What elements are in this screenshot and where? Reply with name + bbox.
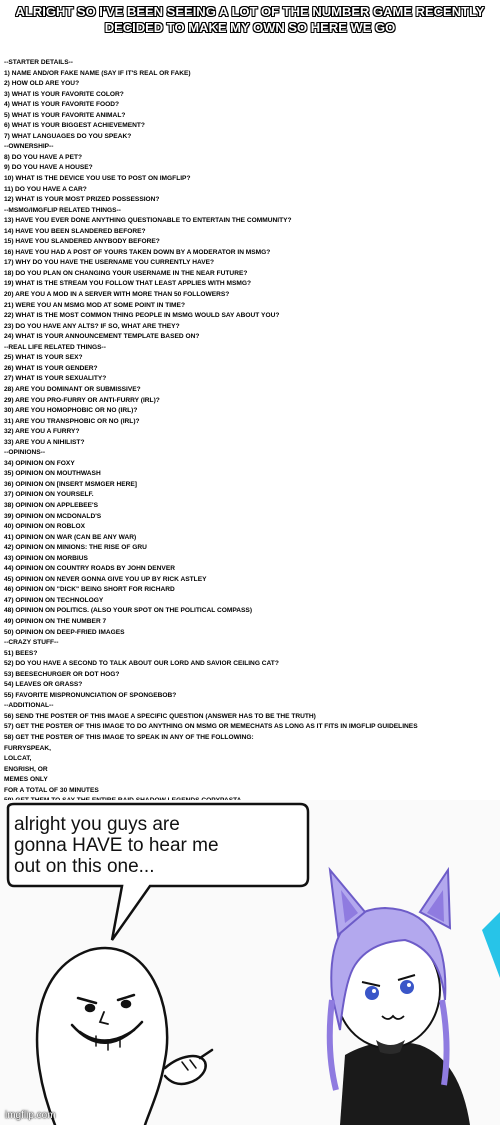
speech-line: gonna HAVE to hear me <box>14 835 219 856</box>
cyan-accent-shape <box>482 912 500 978</box>
question-line: 41) OPINION ON WAR (CAN BE ANY WAR) <box>4 533 137 541</box>
question-line: 55) FAVORITE MISPRONUNCIATION OF SPONGEBOB? <box>4 691 177 699</box>
question-line: 13) HAVE YOU EVER DONE ANYTHING QUESTIONABLE TO ENTERTAIN THE COMMUNITY? <box>4 217 292 225</box>
question-line: 32) ARE YOU A FURRY? <box>4 428 80 436</box>
question-list <box>4 58 498 817</box>
question-line: 54) LEAVES OR GRASS? <box>4 681 83 689</box>
question-line: 37) OPINION ON YOURSELF. <box>4 491 94 499</box>
question-line: 14) HAVE YOU BEEN SLANDERED BEFORE? <box>4 227 146 235</box>
question-line: 44) OPINION ON COUNTRY ROADS BY JOHN DENVER <box>4 565 175 573</box>
question-line: ENGRISH, OR <box>4 765 48 773</box>
question-line: 25) WHAT IS YOUR SEX? <box>4 354 83 362</box>
question-line: 20) ARE YOU A MOD IN A SERVER WITH MORE THAN 50 FOLLOWERS? <box>4 291 230 299</box>
question-line: 11) DO YOU HAVE A CAR? <box>4 185 87 193</box>
question-line: LOLCAT, <box>4 755 32 763</box>
question-line: 38) OPINION ON APPLEBEE'S <box>4 501 99 509</box>
catgirl-character <box>330 870 470 1125</box>
blob-character <box>37 948 212 1125</box>
question-line: 45) OPINION ON NEVER GONNA GIVE YOU UP BY RICK ASTLEY <box>4 575 207 583</box>
question-line: --MSMG/IMGFLIP RELATED THINGS-- <box>4 206 121 214</box>
question-line: 40) OPINION ON ROBLOX <box>4 523 85 531</box>
question-line: 19) WHAT IS THE STREAM YOU FOLLOW THAT LEAST APPLIES WITH MSMG? <box>4 280 252 288</box>
question-line: 3) WHAT IS YOUR FAVORITE COLOR? <box>4 90 124 98</box>
question-line: 31) ARE YOU TRANSPHOBIC OR NO (IRL)? <box>4 417 140 425</box>
question-line: 12) WHAT IS YOUR MOST PRIZED POSSESSION? <box>4 196 160 204</box>
question-line: 4) WHAT IS YOUR FAVORITE FOOD? <box>4 101 120 109</box>
question-line: FOR A TOTAL OF 30 MINUTES <box>4 786 99 794</box>
question-line: 35) OPINION ON MOUTHWASH <box>4 470 101 478</box>
meme-title <box>0 4 500 36</box>
question-line: 5) WHAT IS YOUR FAVORITE ANIMAL? <box>4 111 126 119</box>
question-line: 26) WHAT IS YOUR GENDER? <box>4 364 98 372</box>
question-line: 16) HAVE YOU HAD A POST OF YOURS TAKEN DOWN BY A MODERATOR IN MSMG? <box>4 248 271 256</box>
question-line: 56) SEND THE POSTER OF THIS IMAGE A SPECIFIC QUESTION (ANSWER HAS TO BE THE TRUTH) <box>4 712 316 720</box>
question-line: 8) DO YOU HAVE A PET? <box>4 153 83 161</box>
speech-line: alright you guys are <box>14 814 180 835</box>
question-line: --OWNERSHIP-- <box>4 143 54 151</box>
question-line: 43) OPINION ON MORBIUS <box>4 554 88 562</box>
question-line: 49) OPINION ON THE NUMBER 7 <box>4 617 107 625</box>
question-line: 22) WHAT IS THE MOST COMMON THING PEOPLE IN MSMG WOULD SAY ABOUT YOU? <box>4 312 280 320</box>
question-line: 10) WHAT IS THE DEVICE YOU USE TO POST ON IMGFLIP? <box>4 175 191 183</box>
speech-line: out on this one... <box>14 856 155 877</box>
question-line: FURRYSPEAK, <box>4 744 52 752</box>
imgflip-watermark: imgflip.com <box>5 1110 56 1121</box>
question-line: 15) HAVE YOU SLANDERED ANYBODY BEFORE? <box>4 238 160 246</box>
question-line: 9) DO YOU HAVE A HOUSE? <box>4 164 93 172</box>
question-line: 23) DO YOU HAVE ANY ALTS? IF SO, WHAT ARE THEY? <box>4 322 180 330</box>
question-line: 21) WERE YOU AN MSMG MOD AT SOME POINT IN TIME? <box>4 301 185 309</box>
question-line: 47) OPINION ON TECHNOLOGY <box>4 596 104 604</box>
question-line: 36) OPINION ON [INSERT MSMGER HERE] <box>4 480 137 488</box>
question-line: 52) DO YOU HAVE A SECOND TO TALK ABOUT OUR LORD AND SAVIOR CEILING CAT? <box>4 660 279 668</box>
question-line: 34) OPINION ON FOXY <box>4 459 75 467</box>
question-line: --CRAZY STUFF-- <box>4 639 59 647</box>
question-line: 28) ARE YOU DOMINANT OR SUBMISSIVE? <box>4 385 141 393</box>
question-line: 17) WHY DO YOU HAVE THE USERNAME YOU CURRENTLY HAVE? <box>4 259 215 267</box>
question-line: 18) DO YOU PLAN ON CHANGING YOUR USERNAME IN THE NEAR FUTURE? <box>4 269 248 277</box>
question-line: 30) ARE YOU HOMOPHOBIC OR NO (IRL)? <box>4 407 138 415</box>
question-line: 29) ARE YOU PRO-FURRY OR ANTI-FURRY (IRL)? <box>4 396 160 404</box>
question-line: 6) WHAT IS YOUR BIGGEST ACHIEVEMENT? <box>4 122 145 130</box>
title-line: DECIDED TO MAKE MY OWN SO HERE WE GO <box>104 20 396 35</box>
question-line: --STARTER DETAILS-- <box>4 59 73 66</box>
question-line: 53) BEESECHURGER OR DOT HOG? <box>4 670 120 678</box>
question-line: --REAL LIFE RELATED THINGS-- <box>4 343 106 351</box>
title-line: ALRIGHT SO I'VE BEEN SEEING A LOT OF THE NUMBER GAME RECENTLY <box>15 4 485 19</box>
question-line: 57) GET THE POSTER OF THIS IMAGE TO DO ANYTHING ON MSMG OR MEMECHATS AS LONG AS IT FITS IN IMGFLIP GUIDELINES <box>4 723 418 731</box>
question-line: 42) OPINION ON MINIONS: THE RISE OF GRU <box>4 544 147 552</box>
question-line: 1) NAME AND/OR FAKE NAME (SAY IF IT'S REAL OR FAKE) <box>4 69 191 77</box>
question-line: 33) ARE YOU A NIHILIST? <box>4 438 85 446</box>
question-line: MEMES ONLY <box>4 776 48 784</box>
question-line: 39) OPINION ON MCDONALD'S <box>4 512 102 520</box>
question-line: 7) WHAT LANGUAGES DO YOU SPEAK? <box>4 132 132 140</box>
question-line: 27) WHAT IS YOUR SEXUALITY? <box>4 375 107 383</box>
question-line: --ADDITIONAL-- <box>4 702 54 710</box>
question-line: 46) OPINION ON "DICK" BEING SHORT FOR RICHARD <box>4 586 175 594</box>
question-line: 48) OPINION ON POLITICS. (ALSO YOUR SPOT ON THE POLITICAL COMPASS) <box>4 607 253 615</box>
question-line: 51) BEES? <box>4 649 38 657</box>
question-line: --OPINIONS-- <box>4 449 46 457</box>
question-line: 2) HOW OLD ARE YOU? <box>4 80 80 88</box>
question-line: 24) WHAT IS YOUR ANNOUNCEMENT TEMPLATE BASED ON? <box>4 333 200 341</box>
question-line: 50) OPINION ON DEEP-FRIED IMAGES <box>4 628 125 636</box>
speech-bubble-text <box>14 814 304 877</box>
question-line: 58) GET THE POSTER OF THIS IMAGE TO SPEAK IN ANY OF THE FOLLOWING: <box>4 734 254 741</box>
